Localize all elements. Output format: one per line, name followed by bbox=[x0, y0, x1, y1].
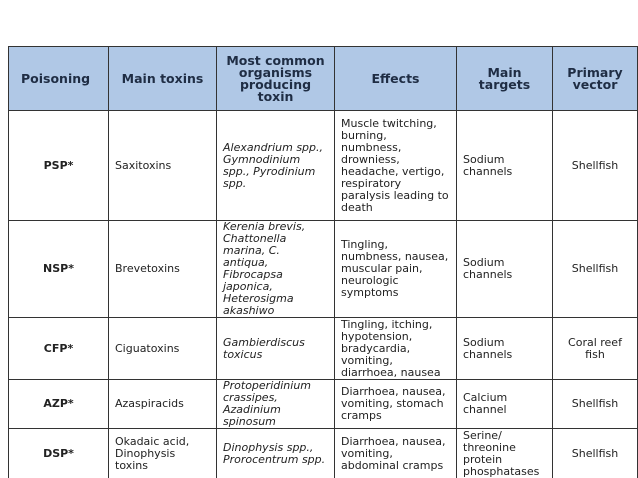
cell-effects: Tingling, numbness, nausea, muscular pain, neurologic symptoms bbox=[335, 221, 457, 318]
cell-targets: Sodium channels bbox=[457, 221, 553, 318]
toxin-table bbox=[8, 46, 638, 478]
header-organisms: Most common organisms producing toxin bbox=[217, 47, 335, 111]
header-effects: Effects bbox=[335, 47, 457, 111]
cell-toxins: Saxitoxins bbox=[109, 111, 217, 221]
cell-toxins: Ciguatoxins bbox=[109, 318, 217, 380]
header-poisoning: Poisoning bbox=[9, 47, 109, 111]
cell-poisoning: CFP* bbox=[9, 318, 109, 380]
cell-targets: Calcium channel bbox=[457, 380, 553, 429]
table-header bbox=[9, 47, 638, 111]
cell-vector: Coral reef fish bbox=[553, 318, 638, 380]
cell-organisms: Kerenia brevis, Chattonella marina, C. antiqua, Fibrocapsa japonica, Heterosigma akashiwo bbox=[217, 221, 335, 318]
cell-poisoning: DSP* bbox=[9, 429, 109, 478]
cell-toxins: Azaspiracids bbox=[109, 380, 217, 429]
table-row bbox=[9, 111, 638, 221]
cell-vector: Shellfish bbox=[553, 221, 638, 318]
cell-toxins: Brevetoxins bbox=[109, 221, 217, 318]
cell-targets: Sodium channels bbox=[457, 111, 553, 221]
cell-organisms: Protoperidinium crassipes, Azadinium spinosum bbox=[217, 380, 335, 429]
cell-effects: Diarrhoea, nausea, vomiting, abdominal cramps bbox=[335, 429, 457, 478]
cell-organisms: Gambierdiscus toxicus bbox=[217, 318, 335, 380]
cell-effects: Muscle twitching, burning, numbness, drowniess, headache, vertigo, respiratory paralysis leading to death bbox=[335, 111, 457, 221]
cell-poisoning: NSP* bbox=[9, 221, 109, 318]
cell-vector: Shellfish bbox=[553, 429, 638, 478]
cell-toxins: Okadaic acid, Dinophysis toxins bbox=[109, 429, 217, 478]
table-body bbox=[9, 111, 638, 478]
header-main-toxins: Main toxins bbox=[109, 47, 217, 111]
cell-poisoning: AZP* bbox=[9, 380, 109, 429]
cell-effects: Tingling, itching, hypotension, bradycardia, vomiting, diarrhoea, nausea bbox=[335, 318, 457, 380]
cell-targets: Serine/ threonine protein phosphatases bbox=[457, 429, 553, 478]
header-primary-vector: Primary vector bbox=[553, 47, 638, 111]
cell-effects: Diarrhoea, nausea, vomiting, stomach cramps bbox=[335, 380, 457, 429]
cell-targets: Sodium channels bbox=[457, 318, 553, 380]
header-row bbox=[9, 47, 638, 111]
cell-organisms: Alexandrium spp., Gymnodinium spp., Pyrodinium spp. bbox=[217, 111, 335, 221]
cell-organisms: Dinophysis spp., Prorocentrum spp. bbox=[217, 429, 335, 478]
cell-poisoning: PSP* bbox=[9, 111, 109, 221]
cell-vector: Shellfish bbox=[553, 111, 638, 221]
header-main-targets: Main targets bbox=[457, 47, 553, 111]
table-row bbox=[9, 318, 638, 380]
table-row bbox=[9, 380, 638, 429]
table-row bbox=[9, 429, 638, 478]
table-row bbox=[9, 221, 638, 318]
cell-vector: Shellfish bbox=[553, 380, 638, 429]
